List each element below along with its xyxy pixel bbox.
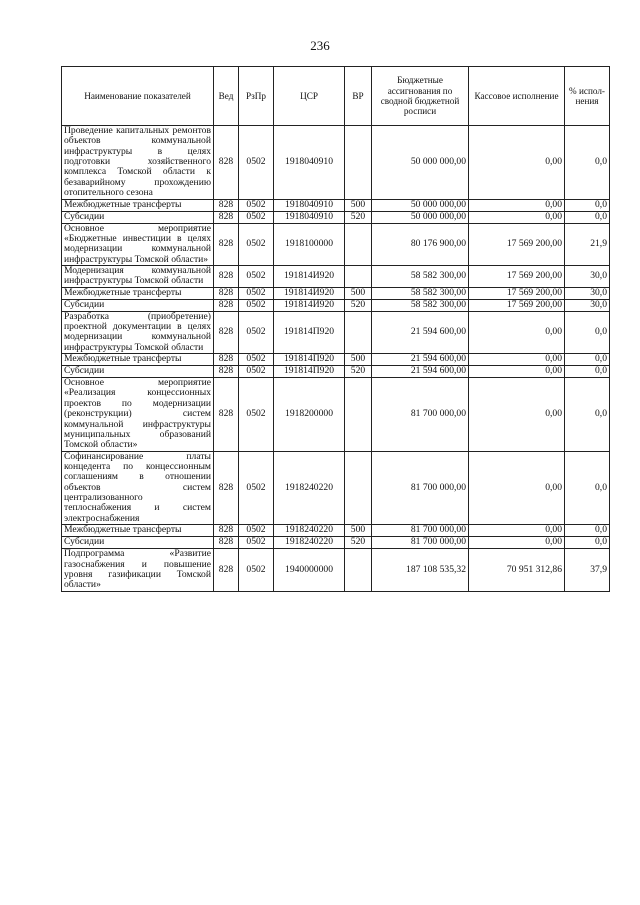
table-row bbox=[62, 287, 610, 299]
cell-plan: 81 700 000,00 bbox=[372, 451, 469, 525]
cell-csr: 1940000000 bbox=[274, 549, 345, 591]
table-row bbox=[62, 354, 610, 366]
cell-rzpr: 0502 bbox=[239, 525, 274, 537]
cell-fact: 0,00 bbox=[469, 311, 565, 353]
cell-vr bbox=[345, 451, 372, 525]
cell-pct: 0,0 bbox=[565, 537, 610, 549]
cell-rzpr: 0502 bbox=[239, 354, 274, 366]
table-row bbox=[62, 525, 610, 537]
cell-ved: 828 bbox=[214, 223, 239, 265]
cell-csr: 191814П920 bbox=[274, 366, 345, 378]
cell-csr: 191814И920 bbox=[274, 265, 345, 287]
cell-fact: 0,00 bbox=[469, 366, 565, 378]
cell-pct: 0,0 bbox=[565, 126, 610, 200]
cell-pct: 30,0 bbox=[565, 265, 610, 287]
table-row bbox=[62, 366, 610, 378]
table-row bbox=[62, 299, 610, 311]
cell-rzpr: 0502 bbox=[239, 223, 274, 265]
cell-fact: 0,00 bbox=[469, 451, 565, 525]
cell-ved: 828 bbox=[214, 354, 239, 366]
cell-plan: 21 594 600,00 bbox=[372, 311, 469, 353]
cell-rzpr: 0502 bbox=[239, 126, 274, 200]
cell-csr: 191814И920 bbox=[274, 299, 345, 311]
cell-fact: 17 569 200,00 bbox=[469, 299, 565, 311]
cell-ved: 828 bbox=[214, 199, 239, 211]
cell-ved: 828 bbox=[214, 366, 239, 378]
cell-name: Межбюджетные трансферты bbox=[62, 354, 214, 366]
cell-fact: 0,00 bbox=[469, 126, 565, 200]
cell-vr: 520 bbox=[345, 211, 372, 223]
header-fact: Кассовое исполнение bbox=[469, 67, 565, 126]
cell-name: Субсидии bbox=[62, 537, 214, 549]
cell-vr bbox=[345, 265, 372, 287]
cell-csr: 1918040910 bbox=[274, 126, 345, 200]
header-plan: Бюджетные ассигнования по сводной бюджетной росписи bbox=[372, 67, 469, 126]
cell-csr: 1918240220 bbox=[274, 525, 345, 537]
cell-csr: 191814П920 bbox=[274, 311, 345, 353]
cell-name: Модернизация коммунальной инфраструктуры Томской области bbox=[62, 265, 214, 287]
cell-plan: 80 176 900,00 bbox=[372, 223, 469, 265]
cell-fact: 17 569 200,00 bbox=[469, 287, 565, 299]
cell-pct: 0,0 bbox=[565, 451, 610, 525]
cell-ved: 828 bbox=[214, 126, 239, 200]
table-row bbox=[62, 199, 610, 211]
cell-pct: 0,0 bbox=[565, 366, 610, 378]
cell-pct: 0,0 bbox=[565, 525, 610, 537]
cell-fact: 0,00 bbox=[469, 354, 565, 366]
table-row bbox=[62, 451, 610, 525]
cell-rzpr: 0502 bbox=[239, 366, 274, 378]
cell-pct: 0,0 bbox=[565, 311, 610, 353]
cell-vr: 500 bbox=[345, 354, 372, 366]
table-header-row bbox=[62, 67, 610, 126]
table-row bbox=[62, 549, 610, 591]
header-ved: Вед bbox=[214, 67, 239, 126]
table-row bbox=[62, 126, 610, 200]
cell-plan: 187 108 535,32 bbox=[372, 549, 469, 591]
cell-fact: 0,00 bbox=[469, 211, 565, 223]
cell-fact: 0,00 bbox=[469, 378, 565, 452]
cell-fact: 0,00 bbox=[469, 525, 565, 537]
cell-name: Софинансирование платы концедента по концессионным соглашениям в отношении объектов систем централизованного теплоснабжения и систем электроснабжения bbox=[62, 451, 214, 525]
cell-plan: 50 000 000,00 bbox=[372, 126, 469, 200]
cell-name: Межбюджетные трансферты bbox=[62, 287, 214, 299]
cell-name: Межбюджетные трансферты bbox=[62, 525, 214, 537]
cell-rzpr: 0502 bbox=[239, 287, 274, 299]
cell-pct: 0,0 bbox=[565, 199, 610, 211]
cell-name: Разработка (приобретение) проектной документации в целях модернизации коммунальной инфраструктуры Томской области bbox=[62, 311, 214, 353]
cell-plan: 50 000 000,00 bbox=[372, 211, 469, 223]
cell-rzpr: 0502 bbox=[239, 265, 274, 287]
cell-rzpr: 0502 bbox=[239, 451, 274, 525]
cell-vr: 520 bbox=[345, 299, 372, 311]
cell-csr: 1918040910 bbox=[274, 211, 345, 223]
cell-pct: 0,0 bbox=[565, 211, 610, 223]
cell-ved: 828 bbox=[214, 265, 239, 287]
cell-pct: 37,9 bbox=[565, 549, 610, 591]
budget-execution-table bbox=[61, 66, 610, 592]
cell-ved: 828 bbox=[214, 451, 239, 525]
cell-csr: 1918200000 bbox=[274, 378, 345, 452]
cell-plan: 81 700 000,00 bbox=[372, 537, 469, 549]
cell-name: Межбюджетные трансферты bbox=[62, 199, 214, 211]
cell-plan: 58 582 300,00 bbox=[372, 265, 469, 287]
cell-fact: 0,00 bbox=[469, 199, 565, 211]
table-row bbox=[62, 311, 610, 353]
table-row bbox=[62, 265, 610, 287]
cell-vr bbox=[345, 549, 372, 591]
header-vr: ВР bbox=[345, 67, 372, 126]
cell-ved: 828 bbox=[214, 378, 239, 452]
cell-vr: 500 bbox=[345, 287, 372, 299]
cell-plan: 81 700 000,00 bbox=[372, 378, 469, 452]
cell-csr: 191814И920 bbox=[274, 287, 345, 299]
cell-pct: 30,0 bbox=[565, 299, 610, 311]
header-name: Наименование показателей bbox=[62, 67, 214, 126]
cell-name: Основное мероприятие «Бюджетные инвестиции в целях модернизации коммунальной инфраструктуры Томской области» bbox=[62, 223, 214, 265]
header-rzpr: РзПр bbox=[239, 67, 274, 126]
table-row bbox=[62, 223, 610, 265]
cell-ved: 828 bbox=[214, 311, 239, 353]
cell-vr bbox=[345, 126, 372, 200]
cell-rzpr: 0502 bbox=[239, 299, 274, 311]
cell-vr: 520 bbox=[345, 366, 372, 378]
cell-vr bbox=[345, 223, 372, 265]
cell-ved: 828 bbox=[214, 211, 239, 223]
cell-name: Основное мероприятие «Реализация концессионных проектов по модернизации (реконструкции) систем коммунальной инфраструктуры муниципальных образований Томской области» bbox=[62, 378, 214, 452]
cell-name: Субсидии bbox=[62, 211, 214, 223]
cell-plan: 81 700 000,00 bbox=[372, 525, 469, 537]
table-body bbox=[62, 126, 610, 592]
header-pct: % испол-нения bbox=[565, 67, 610, 126]
cell-ved: 828 bbox=[214, 299, 239, 311]
cell-rzpr: 0502 bbox=[239, 549, 274, 591]
cell-pct: 0,0 bbox=[565, 378, 610, 452]
table-row bbox=[62, 378, 610, 452]
cell-name: Подпрограмма «Развитие газоснабжения и повышение уровня газификации Томской области» bbox=[62, 549, 214, 591]
table-row bbox=[62, 211, 610, 223]
cell-fact: 17 569 200,00 bbox=[469, 265, 565, 287]
cell-plan: 58 582 300,00 bbox=[372, 299, 469, 311]
cell-ved: 828 bbox=[214, 537, 239, 549]
cell-csr: 191814П920 bbox=[274, 354, 345, 366]
cell-pct: 30,0 bbox=[565, 287, 610, 299]
cell-plan: 58 582 300,00 bbox=[372, 287, 469, 299]
cell-pct: 21,9 bbox=[565, 223, 610, 265]
cell-rzpr: 0502 bbox=[239, 311, 274, 353]
cell-ved: 828 bbox=[214, 549, 239, 591]
cell-rzpr: 0502 bbox=[239, 199, 274, 211]
cell-plan: 21 594 600,00 bbox=[372, 366, 469, 378]
cell-csr: 1918240220 bbox=[274, 537, 345, 549]
cell-plan: 21 594 600,00 bbox=[372, 354, 469, 366]
cell-ved: 828 bbox=[214, 287, 239, 299]
cell-csr: 1918040910 bbox=[274, 199, 345, 211]
cell-vr: 500 bbox=[345, 199, 372, 211]
cell-pct: 0,0 bbox=[565, 354, 610, 366]
cell-name: Субсидии bbox=[62, 366, 214, 378]
cell-plan: 50 000 000,00 bbox=[372, 199, 469, 211]
page-number: 236 bbox=[310, 38, 330, 53]
cell-rzpr: 0502 bbox=[239, 537, 274, 549]
cell-vr bbox=[345, 378, 372, 452]
cell-fact: 70 951 312,86 bbox=[469, 549, 565, 591]
cell-vr: 520 bbox=[345, 537, 372, 549]
cell-rzpr: 0502 bbox=[239, 211, 274, 223]
cell-rzpr: 0502 bbox=[239, 378, 274, 452]
cell-csr: 1918240220 bbox=[274, 451, 345, 525]
cell-fact: 0,00 bbox=[469, 537, 565, 549]
cell-vr bbox=[345, 311, 372, 353]
cell-vr: 500 bbox=[345, 525, 372, 537]
cell-csr: 1918100000 bbox=[274, 223, 345, 265]
header-csr: ЦСР bbox=[274, 67, 345, 126]
cell-name: Проведение капитальных ремонтов объектов коммунальной инфраструктуры в целях подготовки хозяйственного комплекса Томской области к безаварийному прохождению отопительного сезона bbox=[62, 126, 214, 200]
cell-name: Субсидии bbox=[62, 299, 214, 311]
table-row bbox=[62, 537, 610, 549]
cell-ved: 828 bbox=[214, 525, 239, 537]
cell-fact: 17 569 200,00 bbox=[469, 223, 565, 265]
